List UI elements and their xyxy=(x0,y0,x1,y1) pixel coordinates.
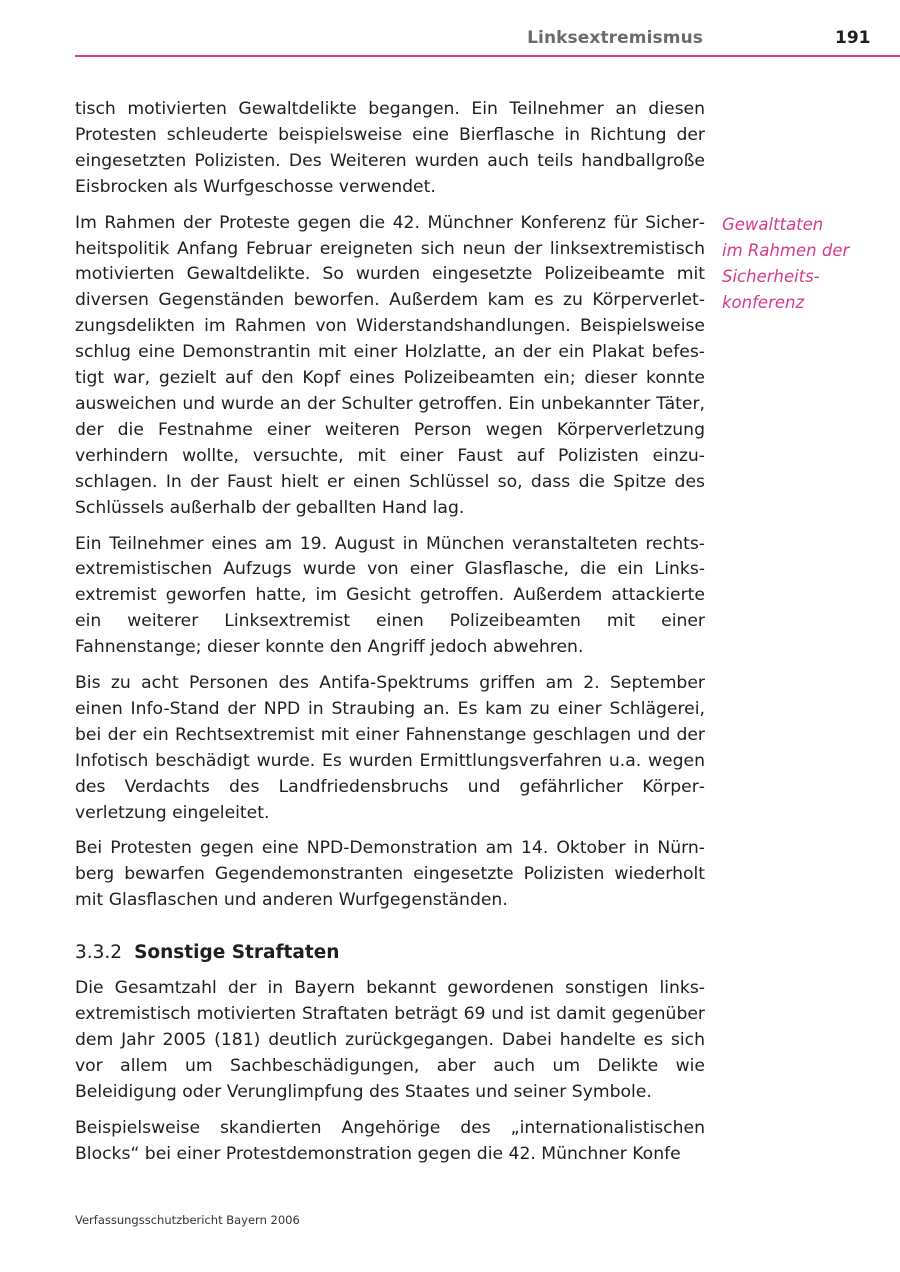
paragraph: Beispielsweise skandierten Angehörige des „internationalistischen Blocks“ bei einer Protestdemonstration gegen die 42. Münchner Konfe xyxy=(75,1117,705,1164)
section-heading xyxy=(75,940,705,966)
paragraph: Ein Teilnehmer eines am 19. August in München veranstalteten rechtsextremistischen Aufzugs wurde von einer Glasflasche, die ein Linksextremist geworfen hatte, im Gesicht getroffen. Außerdem attackierte ein weiterer Linksextremist einen Polizeibeamten mit einer Fahnenstange; dieser konnte den Angriff jedoch abwehren. xyxy=(75,533,705,658)
section-number: 3.3.2 xyxy=(75,942,123,964)
page-footer: Verfassungsschutzbericht Bayern 2006 xyxy=(75,1213,300,1227)
margin-note-line: konferenz xyxy=(722,292,805,312)
main-text-column xyxy=(75,97,705,1178)
margin-note-line: im Rahmen der xyxy=(722,240,850,260)
margin-note-line: Gewalttaten xyxy=(722,215,824,234)
running-header xyxy=(75,28,900,56)
page-number: 191 xyxy=(835,28,871,48)
paragraph: Bei Protesten gegen eine NPD-Demonstration am 14. Oktober in Nürnberg bewarfen Gegendemonstranten eingesetzte Polizisten wiederholt mit Glasflaschen und anderen Wurfgegenständen. xyxy=(75,838,705,911)
running-header-title: Linksextremismus xyxy=(527,28,703,48)
header-divider xyxy=(75,55,900,57)
margin-note xyxy=(722,212,892,316)
paragraph: Im Rahmen der Proteste gegen die 42. Münchner Konferenz für Sicherheitspolitik Anfang Februar ereigneten sich neun der linksextremistisch motivierten Gewaltdelikte. So wurden eingesetzte Polizeibeamte mit diversen Gegenständen beworfen. Außerdem kam es zu Körperverletzungsdelikten im Rahmen von Widerstandshandlungen. Beispielsweise schlug eine Demonstrantin mit einer Holzlatte, an der ein Plakat befestigt war, gezielt auf den Kopf eines Polizeibeamten ein; dieser konnte ausweichen und wurde an der Schulter getroffen. Ein unbekannter Täter, der die Festnahme einer weiteren Person wegen Körperverletzung verhindern wollte, versuchte, mit einer Faust auf Polizisten einzuschlagen. In der Faust hielt er einen Schlüssel so, dass die Spitze des Schlüssels außerhalb der geballten Hand lag. xyxy=(75,212,705,518)
paragraph: Bis zu acht Personen des Antifa-Spektrums griffen am 2. September einen Info-Stand der NPD in Straubing an. Es kam zu einer Schlägerei, bei der ein Rechtsextremist mit einer Fahnenstange geschlagen und der Infotisch beschädigt wurde. Es wurden Ermittlungsverfahren u.a. wegen des Verdachts des Landfriedensbruchs und gefährlicher Körperverletzung eingeleitet. xyxy=(75,673,705,823)
section-title: Sonstige Straftaten xyxy=(134,942,340,964)
margin-note-line: Sicherheits- xyxy=(722,266,820,286)
paragraph: Die Gesamtzahl der in Bayern bekannt gewordenen sonstigen linksextremistisch motivierten Straftaten beträgt 69 und ist damit gegenüber dem Jahr 2005 (181) deutlich zurückgegangen. Dabei handelte es sich vor allem um Sachbeschädigungen, aber auch um Delikte wie Beleidigung oder Verunglimpfung des Staates und seiner Symbole. xyxy=(75,978,705,1102)
paragraph: tisch motivierten Gewaltdelikte begangen. Ein Teilnehmer an diesen Protesten schleuderte beispielsweise eine Bierflasche in Richtung der eingesetzten Polizisten. Des Weiteren wurden auch teils handballgroße Eisbrocken als Wurfgeschosse verwendet. xyxy=(75,99,705,197)
